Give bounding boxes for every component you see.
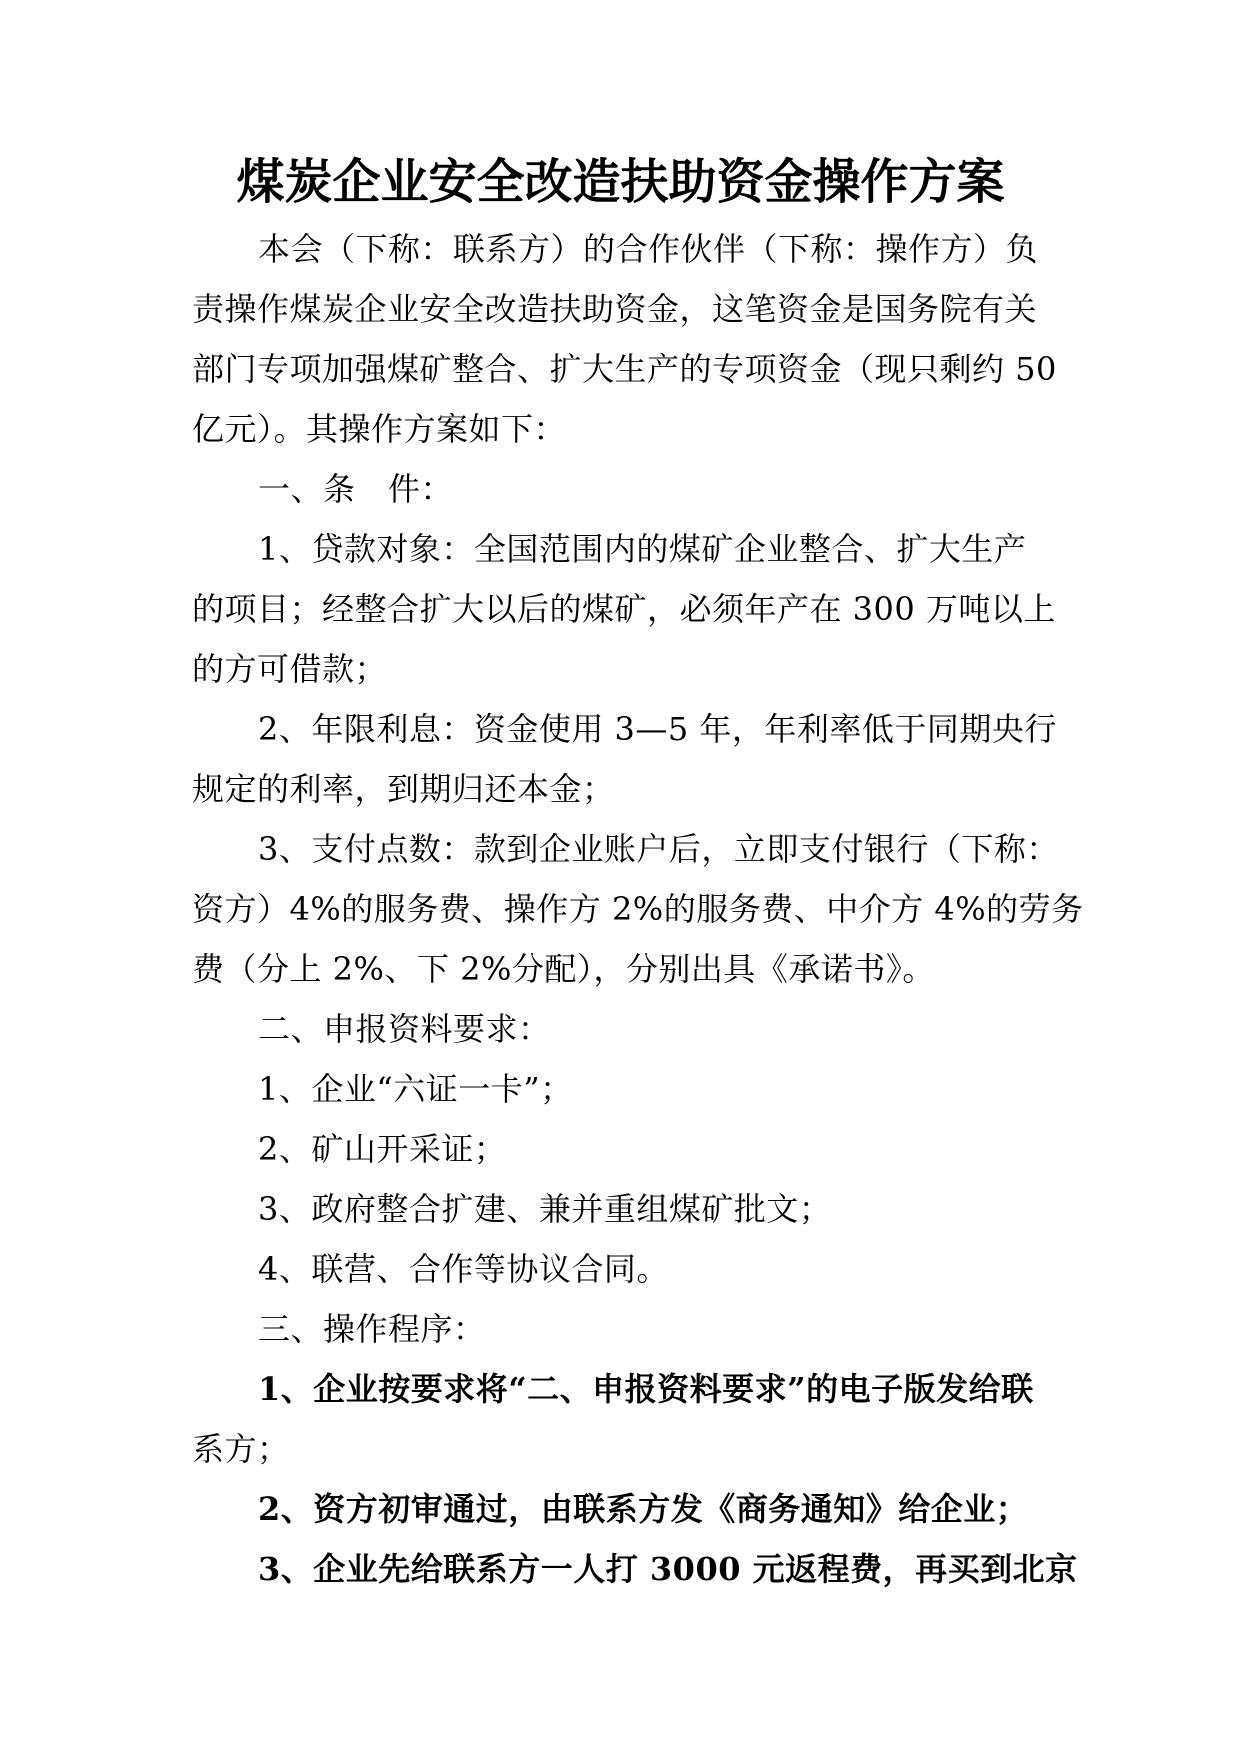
list-item: 3、支付点数：款到企业账户后，立即支付银行（下称：	[258, 830, 1059, 868]
paragraph-line: 责操作煤炭企业安全改造扶助资金，这笔资金是国务院有关	[192, 290, 1038, 328]
list-item: 2、矿山开采证；	[258, 1130, 507, 1168]
paragraph-line: 亿元）。其操作方案如下：	[192, 410, 567, 448]
list-item-continuation: 的项目；经整合扩大以后的煤矿，必须年产在 300 万吨以上	[192, 590, 1056, 628]
list-item: 1、企业按要求将“二、申报资料要求”的电子版发给联	[258, 1370, 1034, 1408]
list-item: 4、联营、合作等协议合同。	[258, 1250, 669, 1288]
list-item-continuation: 费（分上 2%、下 2%分配），分别出具《承诺书》。	[192, 950, 935, 988]
paragraph-line: 部门专项加强煤矿整合、扩大生产的专项资金（现只剩约 50	[192, 350, 1057, 388]
list-item: 1、企业“六证一卡”；	[258, 1070, 573, 1108]
list-item-continuation: 规定的利率，到期归还本金；	[192, 770, 615, 808]
list-item: 2、年限利息：资金使用 3—5 年，年利率低于同期央行	[258, 710, 1057, 748]
section-heading: 三、操作程序：	[258, 1310, 486, 1348]
list-item-continuation: 系方；	[192, 1430, 290, 1468]
page-title: 煤炭企业安全改造扶助资金操作方案	[236, 154, 1005, 210]
list-item: 3、企业先给联系方一人打 3000 元返程费，再买到北京	[258, 1550, 1078, 1588]
list-item: 2、资方初审通过，由联系方发《商务通知》给企业；	[258, 1490, 1029, 1528]
section-heading: 一、条 件：	[258, 470, 454, 508]
section-heading: 二、申报资料要求：	[258, 1010, 551, 1048]
paragraph-line: 本会（下称：联系方）的合作伙伴（下称：操作方）负	[258, 230, 1039, 268]
list-item: 3、政府整合扩建、兼并重组煤矿批文；	[258, 1190, 832, 1228]
list-item: 1、贷款对象：全国范围内的煤矿企业整合、扩大生产	[258, 530, 1027, 568]
list-item-continuation: 的方可借款；	[192, 650, 388, 688]
list-item-continuation: 资方）4%的服务费、操作方 2%的服务费、中介方 4%的劳务	[192, 890, 1084, 928]
